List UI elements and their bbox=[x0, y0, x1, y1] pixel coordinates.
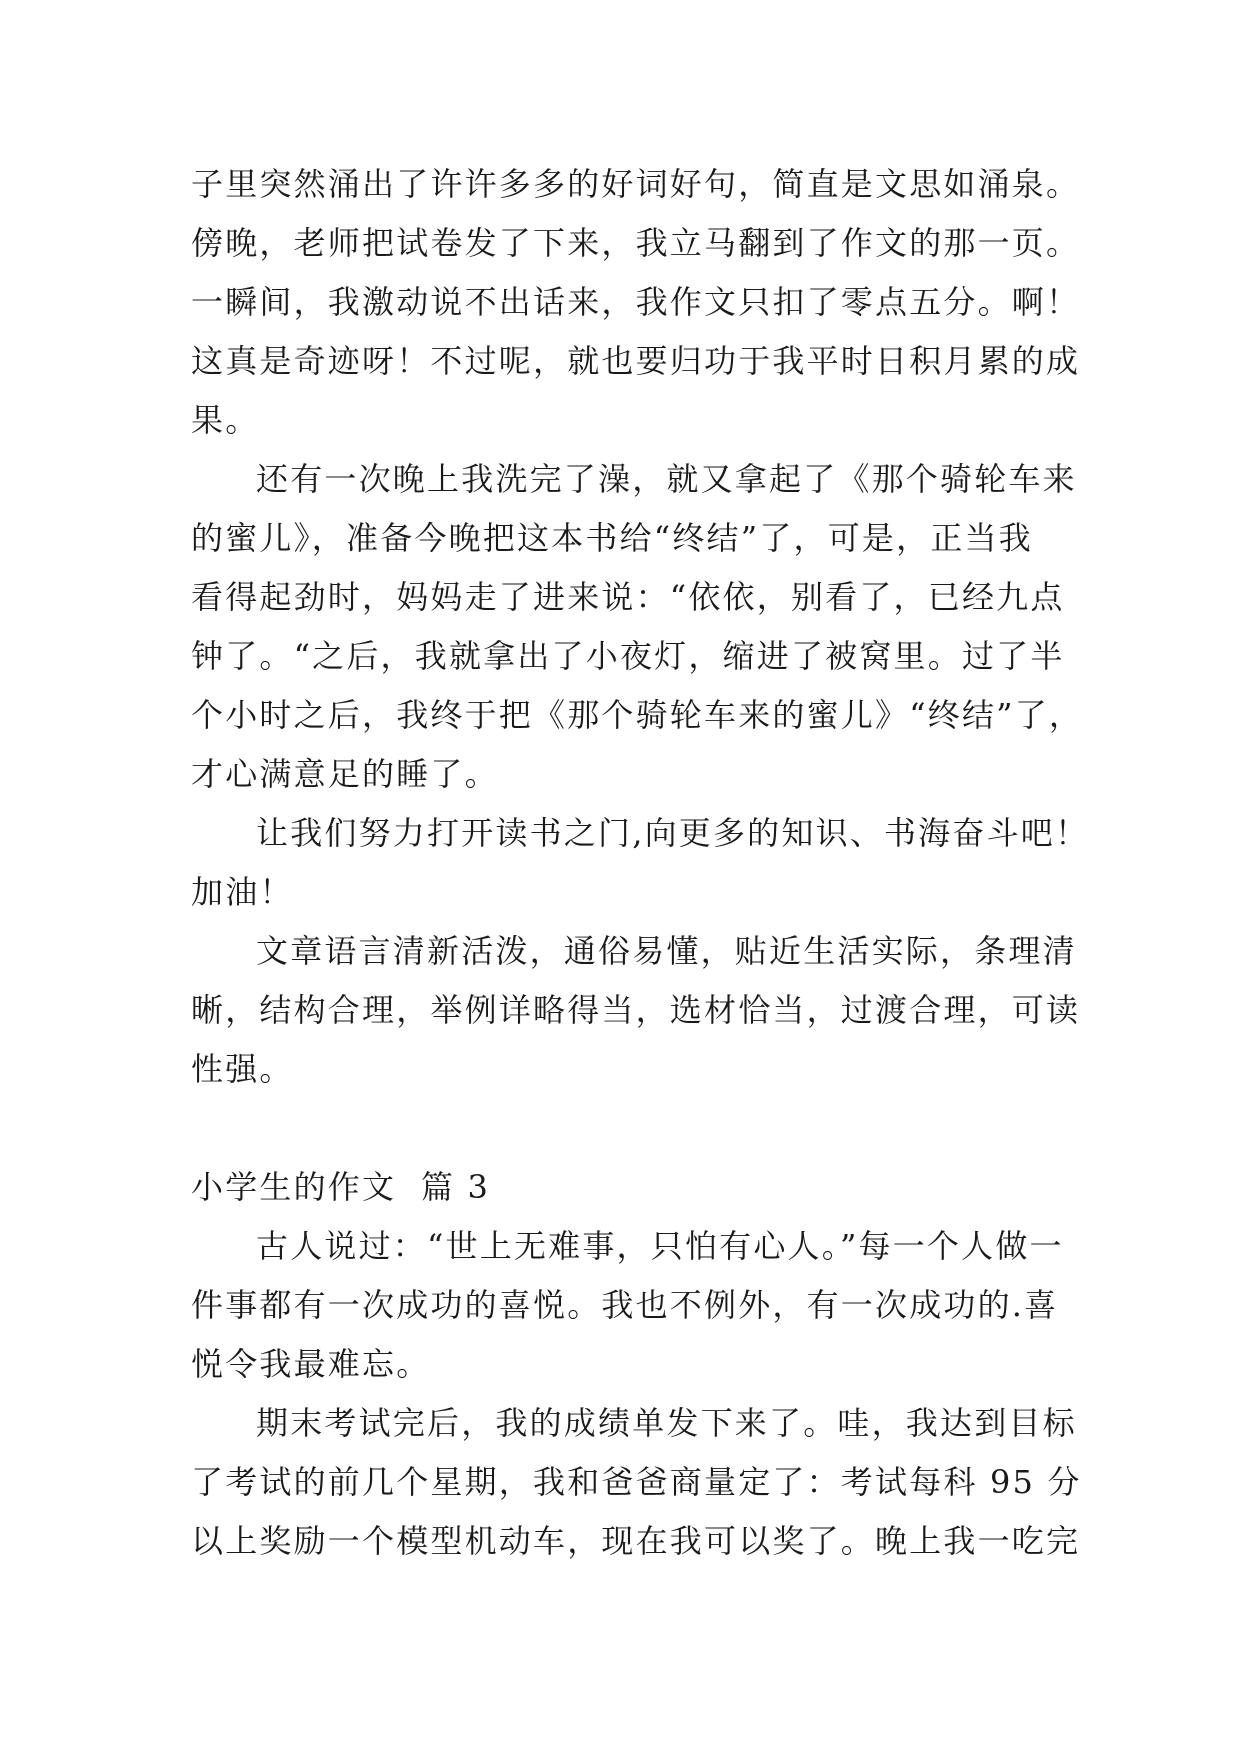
document-body bbox=[191, 155, 1090, 1571]
text-line: 才心满意足的睡了。 bbox=[191, 755, 499, 793]
text-line: 个小时之后，我终于把《那个骑轮车来的蜜儿》“终结”了， bbox=[191, 696, 1084, 734]
text-line: 子里突然涌出了许许多多的好词好句，简直是文思如涌泉。 bbox=[191, 165, 1081, 203]
text-line: 性强。 bbox=[191, 1050, 294, 1088]
section-heading: 小学生的作文 篇 3 bbox=[191, 1168, 491, 1206]
section-heading-block bbox=[191, 1158, 1061, 1217]
paragraph-exam-essay bbox=[191, 155, 1081, 450]
text-line: 期末考试完后，我的成绩单发下来了。哇，我达到目标 bbox=[256, 1404, 1077, 1442]
text-line: 件事都有一次成功的喜悦。我也不例外，有一次成功的.喜 bbox=[191, 1286, 1059, 1324]
text-line: 傍晚，老师把试卷发了下来，我立马翻到了作文的那一页。 bbox=[191, 224, 1081, 262]
text-line: 钟了。“之后，我就拿出了小夜灯，缩进了被窝里。过了半 bbox=[191, 637, 1065, 675]
text-line: 文章语言清新活泼，通俗易懂，贴近生活实际，条理清 bbox=[256, 932, 1077, 970]
text-line: 加油！ bbox=[191, 873, 294, 911]
text-line: 还有一次晚上我洗完了澡，就又拿起了《那个骑轮车来 bbox=[256, 460, 1077, 498]
text-line: 果。 bbox=[191, 401, 260, 439]
text-line: 这真是奇迹呀！不过呢，就也要归功于我平时日积月累的成 bbox=[191, 342, 1081, 380]
text-line: 了考试的前几个星期，我和爸爸商量定了：考试每科 95 分 bbox=[191, 1463, 1082, 1501]
text-line: 一瞬间，我激动说不出话来，我作文只扣了零点五分。啊！ bbox=[191, 283, 1081, 321]
text-line: 古人说过：“世上无难事，只怕有心人。”每一个人做一 bbox=[256, 1227, 1064, 1265]
text-line: 晰，结构合理，举例详略得当，选材恰当，过渡合理，可读 bbox=[191, 991, 1081, 1029]
text-line: 悦令我最难忘。 bbox=[191, 1345, 431, 1383]
paragraph-final-exam bbox=[191, 1394, 1082, 1571]
text-line: 看得起劲时，妈妈走了进来说：“依依，别看了，已经九点 bbox=[191, 578, 1065, 616]
paragraph-night-reading bbox=[191, 450, 1084, 804]
paragraph-comment bbox=[191, 922, 1081, 1099]
text-line: 以上奖励一个模型机动车，现在我可以奖了。晚上我一吃完 bbox=[191, 1522, 1081, 1560]
paragraph-conclusion bbox=[191, 804, 1090, 922]
text-line: 让我们努力打开读书之门,向更多的知识、书海奋斗吧！ bbox=[256, 814, 1090, 852]
text-line: 的蜜儿》，准备今晚把这本书给“终结”了，可是，正当我 bbox=[191, 519, 1033, 557]
paragraph-quote bbox=[191, 1217, 1064, 1394]
